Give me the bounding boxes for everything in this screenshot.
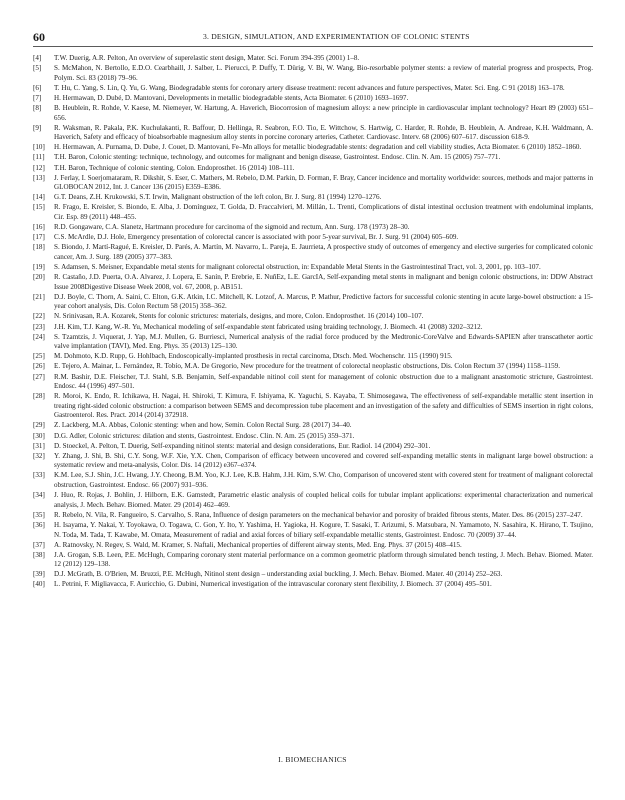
reference-item bbox=[33, 153, 593, 163]
reference-number: [20] bbox=[33, 273, 45, 282]
reference-item bbox=[33, 273, 593, 292]
reference-text: L. Petrini, F. Migliavacca, F. Auricchio, G. Dubini, Numerical investigation of the intravascular coronary stent flexibility, J. Biomech. 37 (2004) 495–501. bbox=[54, 580, 492, 589]
reference-number: [32] bbox=[33, 451, 45, 460]
reference-item bbox=[33, 233, 593, 243]
reference-number: [18] bbox=[33, 243, 45, 252]
section-footer: I. BIOMECHANICS bbox=[278, 755, 347, 764]
reference-number: [40] bbox=[33, 580, 45, 589]
reference-item bbox=[33, 580, 593, 590]
reference-list bbox=[33, 54, 593, 591]
reference-text: R.D. Gongaware, C.A. Slanetz, Hartmann procedure for carcinoma of the sigmoid and rectum, Ann. Surg. 178 (1973) 28–30. bbox=[54, 223, 410, 232]
reference-text: B. Heublein, R. Rohde, V. Kaese, M. Niemeyer, W. Hartung, A. Haverich, Biocorrosion of magnesium alloys: a new principle in cardiovascular implant technology? Heart 89 (2003) 651–656. bbox=[54, 103, 593, 122]
reference-number: [22] bbox=[33, 312, 45, 321]
reference-number: [14] bbox=[33, 193, 45, 202]
reference-item bbox=[33, 333, 593, 352]
reference-item bbox=[33, 491, 593, 510]
reference-text: R. Waksman, R. Pakala, P.K. Kuchulakanti, R. Baffour, D. Hellinga, R. Seabron, F.O. Tio, E. Wittchow, S. Hartwig, C. Harder, R. Rohde, B. Heublein, A. Andreae, K.H. Waldmann, A. Haverich, Safety and efficacy of bioabsorbable magnesium alloy stents in porcine coronary arteries, Catheter. Cardiovasc. Interv. 68 (2006) 607–617. discussion 618-9. bbox=[54, 123, 593, 142]
reference-number: [39] bbox=[33, 570, 45, 579]
reference-text: A. Ratnovsky, N. Regev, S. Wald, M. Kramer, S. Naftali, Mechanical properties of different airway stents, Med. Eng. Phys. 37 (2015) 408–415. bbox=[54, 540, 462, 549]
reference-text: S. Biondo, J. Martí-Ragué, E. Kreisler, D. Parés, A. Martín, M. Navarro, L. Pareja, E. Jaurrieta, A prospective study of outcomes of emergency and elective surgeries for complicated colonic cancer, Am. J. Surg. 189 (2005) 377–383. bbox=[54, 243, 593, 261]
reference-item bbox=[33, 352, 593, 362]
reference-number: [31] bbox=[33, 441, 45, 450]
reference-number: [13] bbox=[33, 173, 45, 182]
reference-item bbox=[33, 570, 593, 580]
reference-number: [21] bbox=[33, 292, 45, 301]
reference-number: [9] bbox=[33, 123, 42, 132]
reference-text: D.J. Boyle, C. Thorn, A. Saini, C. Elton, G.K. Atkin, I.C. Mitchell, K. Lotzof, A. Marcus, P. Mathur, Predictive factors for successful colonic stenting in acute large-bowel obstruction: a 15-year cohort analysis, Dis. Colon Rectum 58 (2015) 358–362. bbox=[54, 292, 593, 311]
reference-number: [36] bbox=[33, 520, 45, 529]
reference-text: K.M. Lee, S.J. Shin, J.C. Hwang, J.Y. Cheong, B.M. Yoo, K.J. Lee, K.B. Hahm, J.H. Kim, S.W. Cho, Comparison of uncovered stent with covered stent for treatment of malignant colorectal obstruction, Gastrointest. Endosc. 66 (2007) 931–936. bbox=[54, 471, 593, 490]
reference-item bbox=[33, 104, 593, 123]
reference-number: [33] bbox=[33, 471, 45, 480]
reference-number: [24] bbox=[33, 332, 45, 341]
reference-number: [19] bbox=[33, 262, 45, 271]
reference-number: [8] bbox=[33, 103, 42, 112]
reference-number: [17] bbox=[33, 233, 45, 242]
reference-item bbox=[33, 511, 593, 521]
reference-text: H. Hermawan, D. Dubé, D. Mantovani, Developments in metallic biodegradable stents, Acta Biomater. 6 (2010) 1693–1697. bbox=[54, 93, 409, 102]
page-number: 60 bbox=[33, 30, 45, 44]
reference-number: [7] bbox=[33, 93, 42, 102]
reference-number: [28] bbox=[33, 392, 45, 401]
reference-text: R. Castaño, J.D. Puerta, O.A. Alvarez, J. Lopera, E. Sanín, P. Erebrie, E. NuñEz, L.E. GarcIA, Self-expanding metal stents in malignant and benign colonic obstructions, in: DDW Abstract Issue 2008Digestive Disease Week 2008, vol. 67, 2008, p. AB151. bbox=[54, 273, 593, 291]
reference-number: [35] bbox=[33, 510, 45, 519]
reference-item bbox=[33, 312, 593, 322]
reference-text: J.H. Kim, T.J. Kang, W.-R. Yu, Mechanical modeling of self-expandable stent fabricated using braiding technology, J. Biomech. 41 (2008) 3202–3212. bbox=[54, 322, 483, 331]
reference-number: [6] bbox=[33, 83, 42, 92]
reference-item bbox=[33, 452, 593, 471]
reference-text: M. Dohmoto, K.D. Rupp, G. Hohlbach, Endoscopically-implanted prosthesis in rectal carcinoma, Dtsch. Med. Wochenschr. 115 (1990) 915. bbox=[54, 352, 453, 361]
reference-number: [26] bbox=[33, 362, 45, 371]
reference-text: Z. Lackberg, M.A. Abbas, Colonic stenting: when and how, Semin. Colon Rectal Surg. 28 (2017) 34–40. bbox=[54, 421, 352, 430]
reference-item bbox=[33, 54, 593, 64]
reference-item bbox=[33, 223, 593, 233]
reference-text: R. Frago, E. Kreisler, S. Biondo, E. Alba, J. Domínguez, T. Golda, D. Fraccalvieri, M. Millán, L. Trenti, Complications of distal intestinal occlusion treatment with endoluminal implants, Cir. Esp. 89 (2011) 448–455. bbox=[54, 203, 593, 221]
reference-text: S. Tzamtzis, J. Viquerat, J. Yap, M.J. Mullen, G. Burriesci, Numerical analysis of the radial force produced by the Medtronic-CoreValve and Edwards-SAPIEN after transcatheter aortic valve implantation (TAVI), Med. Eng. Phys. 35 (2013) 125–130. bbox=[54, 332, 593, 351]
reference-text: N. Srinivasan, R.A. Kozarek, Stents for colonic strictures: materials, designs, and more, Colon. Endoprosthet. 16 (2014) 100–107. bbox=[54, 312, 424, 321]
reference-item bbox=[33, 243, 593, 262]
reference-text: R. Rebelo, N. Vila, R. Fangueiro, S. Carvalho, S. Rana, Influence of design parameters on the mechanical behavior and porosity of braided fibrous stents, Mater. Des. 86 (2015) 237–247. bbox=[54, 510, 583, 519]
reference-item bbox=[33, 174, 593, 193]
reference-item bbox=[33, 392, 593, 421]
reference-text: J. Huo, R. Rojas, J. Bohlin, J. Hilborn, E.K. Gamstedt, Parametric elastic analysis of coupled helical coils for tubular implant applications: experimental characterization and numerical analysis, J. Mech. Behav. Biomed. Mater. 29 (2014) 462–469. bbox=[54, 491, 593, 509]
reference-number: [34] bbox=[33, 491, 45, 500]
reference-item bbox=[33, 521, 593, 540]
reference-item bbox=[33, 84, 593, 94]
reference-number: [4] bbox=[33, 54, 42, 62]
reference-item bbox=[33, 541, 593, 551]
reference-text: D.G. Adler, Colonic strictures: dilation and stents, Gastrointest. Endosc. Clin. N. Am. 25 (2015) 359–371. bbox=[54, 431, 355, 440]
reference-number: [38] bbox=[33, 550, 45, 559]
reference-item bbox=[33, 442, 593, 452]
reference-item bbox=[33, 421, 593, 431]
reference-text: R.M. Bashir, D.E. Fleischer, T.J. Stahl, S.B. Benjamin, Self-expandable nitinol coil stent for management of colonic obstruction due to a malignant anastomotic stricture, Gastrointest. Endosc. 44 (1996) 497–501. bbox=[54, 372, 593, 391]
reference-text: T.H. Baron, Technique of colonic stenting, Colon. Endoprosthet. 16 (2014) 108–111. bbox=[54, 163, 295, 172]
reference-text: T.H. Baron, Colonic stenting: technique, technology, and outcomes for malignant and benign disease, Gastrointest. Endosc. Clin. N. Am. 15 (2005) 757–771. bbox=[54, 153, 501, 162]
reference-number: [30] bbox=[33, 431, 45, 440]
reference-number: [27] bbox=[33, 372, 45, 381]
reference-item bbox=[33, 263, 593, 273]
reference-item bbox=[33, 124, 593, 143]
reference-number: [11] bbox=[33, 153, 45, 162]
reference-number: [25] bbox=[33, 352, 45, 361]
reference-text: S. Adamsen, S. Meisner, Expandable metal stents for malignant colorectal obstruction, in: Expandable Metal Stents in the Gastrointestinal Tract, vol. 3, 2001, pp. 103–107. bbox=[54, 262, 541, 271]
reference-text: G.T. Deans, Z.H. Krukowski, S.T. Irwin, Malignant obstruction of the left colon, Br. J. Surg. 81 (1994) 1270–1276. bbox=[54, 193, 382, 202]
reference-item bbox=[33, 164, 593, 174]
reference-text: Y. Zhang, J. Shi, B. Shi, C.Y. Song, W.F. Xie, Y.X. Chen, Comparison of efficacy between uncovered and covered self-expanding metallic stents in malignant large bowel obstruction: a systematic review and meta-analysis, Color. Dis. 14 (2012) e367–e374. bbox=[54, 451, 593, 470]
reference-number: [10] bbox=[33, 143, 45, 152]
reference-item bbox=[33, 203, 593, 222]
reference-item bbox=[33, 362, 593, 372]
reference-number: [29] bbox=[33, 421, 45, 430]
reference-text: S. McMahon, N. Bertollo, E.D.O. Cearbhaill, J. Salber, L. Pierucci, P. Duffy, T. Dürig, V. Bi, W. Wang, Bio-resorbable polymer stents: a review of material progress and prospects, Prog. Polym. Sci. 83 (2018) 79–96. bbox=[54, 64, 593, 82]
reference-item bbox=[33, 373, 593, 392]
running-header bbox=[33, 30, 593, 46]
header-divider bbox=[33, 46, 593, 47]
running-title: 3. DESIGN, SIMULATION, AND EXPERIMENTATION OF COLONIC STENTS bbox=[203, 32, 470, 41]
reference-number: [23] bbox=[33, 322, 45, 331]
reference-text: C.S. McArdle, D.J. Hole, Emergency presentation of colorectal cancer is associated with poor 5-year survival, Br. J. Surg. 91 (2004) 605–609. bbox=[54, 233, 459, 242]
reference-number: [12] bbox=[33, 163, 45, 172]
reference-text: D.J. McGrath, B. O'Brien, M. Bruzzi, P.E. McHugh, Nitinol stent design – understanding axial buckling, J. Mech. Behav. Biomed. Mater. 40 (2014) 252–263. bbox=[54, 570, 503, 579]
reference-number: [37] bbox=[33, 540, 45, 549]
reference-text: H. Hermawan, A. Purnama, D. Dube, J. Couet, D. Mantovani, Fe–Mn alloys for metallic biodegradable stents: degradation and cell viability studies, Acta Biomater. 6 (2010) 1852–1860. bbox=[54, 143, 582, 152]
reference-number: [15] bbox=[33, 203, 45, 212]
reference-item bbox=[33, 471, 593, 490]
reference-item bbox=[33, 432, 593, 442]
reference-text: H. Isayama, Y. Nakai, Y. Toyokawa, O. Togawa, C. Gon, Y. Ito, Y. Yashima, H. Yagioka, H. Kogure, T. Sasaki, T. Arizumi, S. Matsubara, N. Yamamoto, N. Sasahira, K. Hirano, T. Tsujino, N. Toda, M. Tada, T. Kawabe, M. Omata, Measurement of radial and axial forces of biliary self-expandable metallic stents, Gastrointest. Endosc. 70 (2009) 37–44. bbox=[54, 520, 593, 539]
reference-item bbox=[33, 293, 593, 312]
reference-text: E. Tejero, A. Mainar, L. Fernández, R. Tobío, M.A. De Gregorio, New procedure for the treatment of colorectal neoplastic obstructions, Dis. Colon Rectum 37 (1994) 1158–1159. bbox=[54, 362, 560, 371]
reference-text: J.A. Grogan, S.B. Leen, P.E. McHugh, Comparing coronary stent material performance on a common geometric platform through simulated bench testing, J. Mech. Behav. Biomed. Mater. 12 (2012) 129–138. bbox=[54, 550, 593, 569]
reference-text: J. Ferlay, I. Soerjomataram, R. Dikshit, S. Eser, C. Mathers, M. Rebelo, D.M. Parkin, D. Forman, F. Bray, Cancer incidence and mortality worldwide: sources, methods and major patterns in GLOBOCAN 2012, Int. J. Cancer 136 (2015) E359–E386. bbox=[54, 173, 593, 192]
reference-item bbox=[33, 193, 593, 203]
reference-number: [5] bbox=[33, 64, 42, 73]
reference-text: T. Hu, C. Yang, S. Lin, Q. Yu, G. Wang, Biodegradable stents for coronary artery disease treatment: recent advances and future perspectives, Mater. Sci. Eng. C 91 (2018) 163–178. bbox=[54, 83, 565, 92]
reference-item bbox=[33, 323, 593, 333]
reference-item bbox=[33, 143, 593, 153]
reference-text: R. Moroi, K. Endo, R. Ichikawa, H. Nagai, H. Shiroki, T. Kimura, F. Ishiyama, K. Yaguchi, S. Kayaba, T. Shimosegawa, The effectiveness of self-expandable metallic stent insertion in treating right-sided colonic obstruction: a comparison between SEMS and decompression tube placement and an investigation of the safety and difficulties of SEMS insertion in right colons, Gastroenterol. Res. Pract. 2014 (2014) 372918. bbox=[54, 392, 593, 420]
reference-item bbox=[33, 64, 593, 83]
reference-text: D. Stoeckel, A. Pelton, T. Duerig, Self-expanding nitinol stents: material and design considerations, Eur. Radiol. 14 (2004) 292–301. bbox=[54, 441, 431, 450]
reference-item bbox=[33, 551, 593, 570]
reference-number: [16] bbox=[33, 223, 45, 232]
reference-text: T.W. Duerig, A.R. Pelton, An overview of superelastic stent design, Mater. Sci. Forum 394-395 (2001) 1–8. bbox=[54, 54, 360, 62]
reference-item bbox=[33, 94, 593, 104]
